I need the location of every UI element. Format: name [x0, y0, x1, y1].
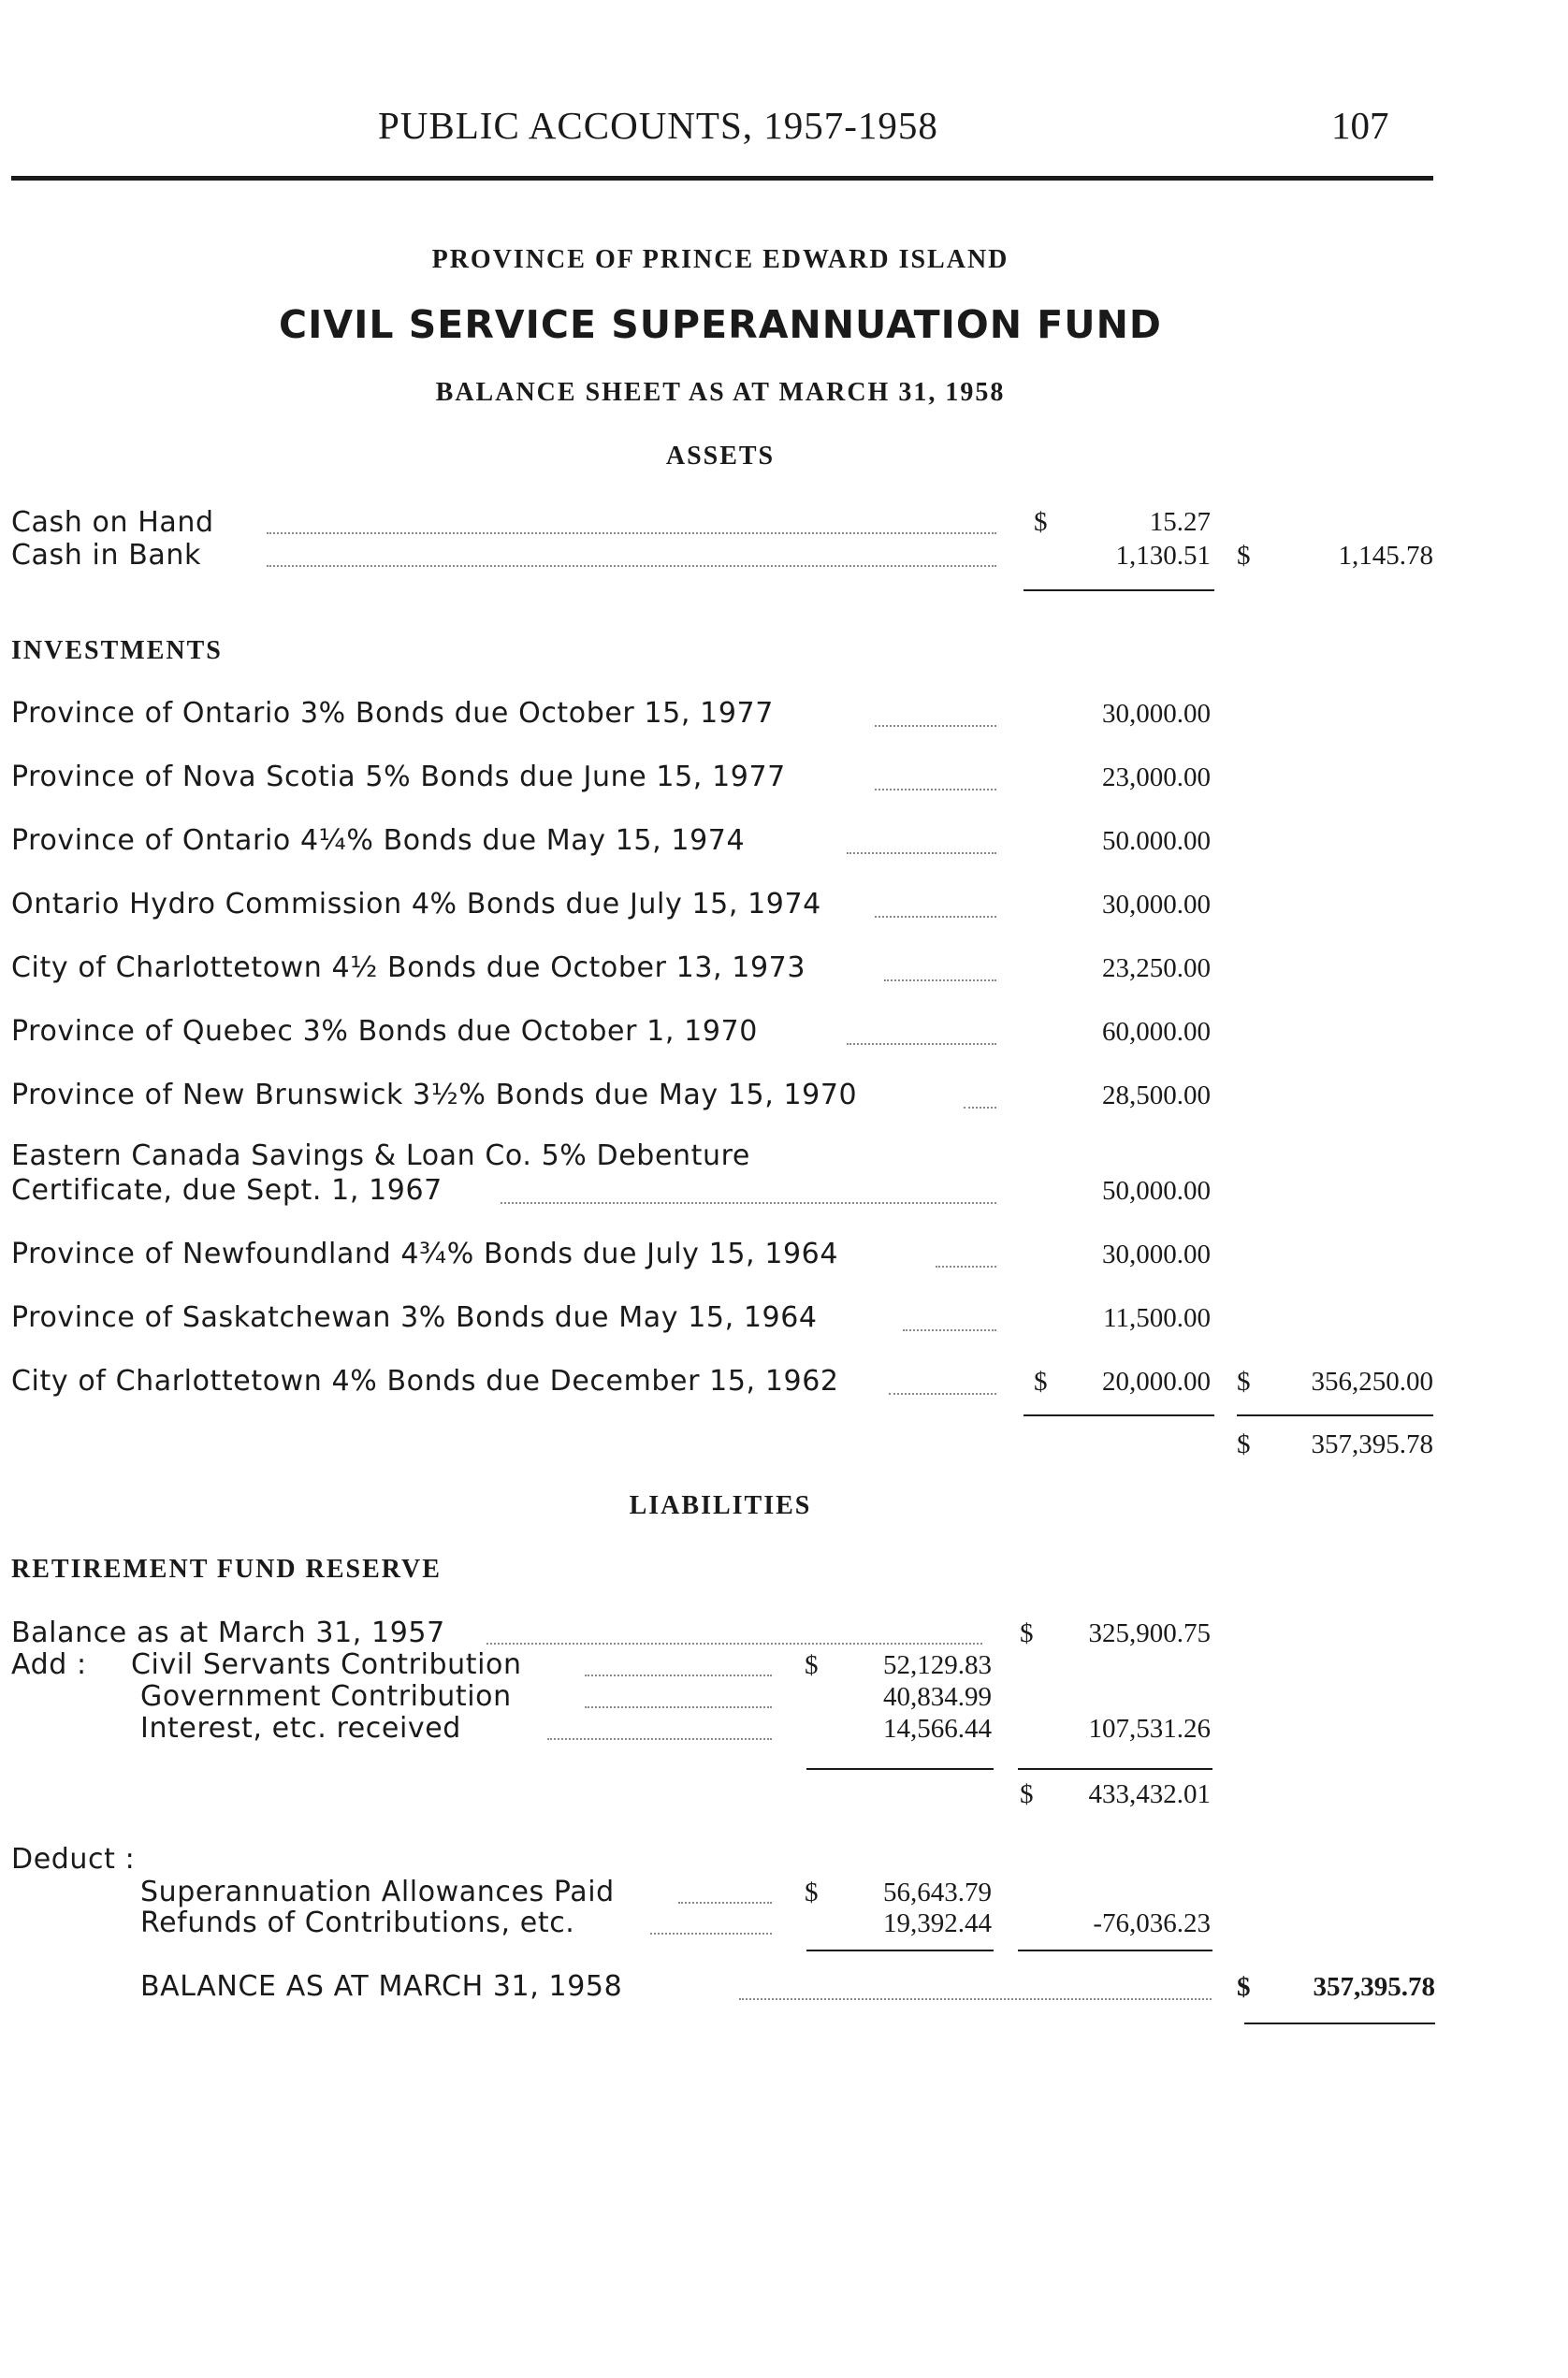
investment-item-dollar: $ — [1034, 1367, 1048, 1397]
balance-1957-dollar: $ — [1020, 1618, 1034, 1648]
investment-item-amount: 50,000.00 — [1102, 1176, 1211, 1206]
add-item-dollar: $ — [805, 1650, 819, 1680]
leader-dots — [875, 916, 996, 918]
investment-item-amount: 28,500.00 — [1102, 1080, 1211, 1110]
cash-on-hand-dollar: $ — [1034, 507, 1048, 537]
investment-item-label: Province of Saskatchewan 3% Bonds due May 15, 1964 — [11, 1301, 818, 1334]
investment-item-amount: 11,500.00 — [1103, 1303, 1211, 1333]
add-item-amount: 52,129.83 — [883, 1650, 992, 1680]
cash-in-bank-label: Cash in Bank — [11, 539, 201, 572]
deduct-item-dollar: $ — [805, 1878, 819, 1907]
investment-item-label: Province of Newfoundland 4¾% Bonds due July 15, 1964 — [11, 1238, 839, 1270]
investments-subtotal-rule — [1024, 1414, 1214, 1416]
leader-dots — [847, 1043, 996, 1045]
additions-subtotal-rule — [1018, 1768, 1212, 1770]
additions-column-rule — [806, 1768, 994, 1770]
leader-dots — [903, 1329, 996, 1331]
cash-in-bank-amount: 1,130.51 — [1115, 541, 1211, 571]
cash-on-hand-amount: 15.27 — [1149, 507, 1211, 537]
investment-item-label: City of Charlottetown 4% Bonds due December 15, 1962 — [11, 1365, 839, 1398]
add-item-label: Civil Servants Contribution — [131, 1648, 522, 1681]
investments-total-rule — [1237, 1414, 1433, 1416]
leader-dots — [486, 1643, 982, 1645]
balance-1957-amount: 325,900.75 — [1088, 1618, 1211, 1648]
add-item-label: Interest, etc. received — [140, 1712, 461, 1745]
additions-subtotal: 107,531.26 — [1088, 1714, 1211, 1744]
investment-item-label: Province of Quebec 3% Bonds due October 1, 1970 — [11, 1015, 758, 1048]
cash-total-dollar: $ — [1237, 541, 1251, 571]
final-balance-rule — [1244, 2023, 1435, 2024]
cash-subtotal-rule — [1024, 589, 1214, 591]
liabilities-heading: LIABILITIES — [629, 1491, 812, 1520]
balance-sheet-title: BALANCE SHEET AS AT MARCH 31, 1958 — [435, 378, 1006, 407]
running-header-title: PUBLIC ACCOUNTS, 1957-1958 — [378, 104, 938, 147]
add-item-label: Government Contribution — [140, 1680, 512, 1713]
investment-item-label: Province of Nova Scotia 5% Bonds due June 15, 1977 — [11, 761, 786, 793]
balance-1958-dollar: $ — [1237, 1972, 1251, 2002]
subtotal-dollar: $ — [1020, 1779, 1034, 1809]
subtotal-amount: 433,432.01 — [1088, 1779, 1211, 1809]
deductions-column-rule — [806, 1950, 994, 1951]
deduct-item-label: Refunds of Contributions, etc. — [140, 1907, 575, 1939]
investment-item-amount: 23,000.00 — [1102, 762, 1211, 792]
deduct-item-amount: 56,643.79 — [883, 1878, 992, 1907]
investment-item-label: Eastern Canada Savings & Loan Co. 5% Debenture — [11, 1139, 750, 1172]
add-item-amount: 14,566.44 — [883, 1714, 992, 1744]
province-title: PROVINCE OF PRINCE EDWARD ISLAND — [431, 245, 1009, 274]
balance-1958-amount: 357,395.78 — [1313, 1972, 1435, 2002]
header-rule — [11, 176, 1433, 181]
assets-grand-total: 357,395.78 — [1311, 1429, 1433, 1459]
balance-1958-label: BALANCE AS AT MARCH 31, 1958 — [140, 1970, 623, 2003]
leader-dots — [547, 1738, 772, 1740]
leader-dots — [889, 1393, 996, 1395]
leader-dots — [678, 1902, 772, 1904]
investment-item-amount: 30,000.00 — [1102, 890, 1211, 920]
cash-on-hand-label: Cash on Hand — [11, 506, 214, 539]
deduct-label: Deduct : — [11, 1843, 136, 1876]
add-label: Add : — [11, 1648, 87, 1681]
investment-item-label: Ontario Hydro Commission 4% Bonds due July 15, 1974 — [11, 888, 821, 921]
investment-item-amount: 23,250.00 — [1102, 953, 1211, 983]
investment-item-amount: 30,000.00 — [1102, 699, 1211, 729]
add-item-amount: 40,834.99 — [883, 1682, 992, 1712]
leader-dots — [501, 1202, 996, 1204]
leader-dots — [875, 725, 996, 727]
investments-total-dollar: $ — [1237, 1367, 1251, 1397]
retirement-fund-reserve-heading: RETIREMENT FUND RESERVE — [11, 1555, 442, 1584]
investment-item-label: City of Charlottetown 4½ Bonds due October 13, 1973 — [11, 951, 806, 984]
leader-dots — [267, 565, 996, 567]
deductions-subtotal-rule — [1018, 1950, 1212, 1951]
investment-item-amount: 20,000.00 — [1102, 1367, 1211, 1397]
leader-dots — [585, 1706, 772, 1708]
investment-item-label: Province of Ontario 3% Bonds due October 15, 1977 — [11, 697, 774, 730]
leader-dots — [739, 1998, 1212, 2000]
investments-total: 356,250.00 — [1311, 1367, 1433, 1397]
investment-item-label-continued: Certificate, due Sept. 1, 1967 — [11, 1174, 443, 1207]
deduct-item-label: Superannuation Allowances Paid — [140, 1876, 615, 1908]
leader-dots — [875, 789, 996, 790]
assets-heading: ASSETS — [665, 442, 776, 471]
leader-dots — [650, 1933, 772, 1935]
investment-item-label: Province of New Brunswick 3½% Bonds due May 15, 1970 — [11, 1079, 858, 1111]
leader-dots — [884, 979, 996, 981]
leader-dots — [847, 852, 996, 854]
investment-item-label: Province of Ontario 4¼% Bonds due May 15, 1974 — [11, 824, 746, 857]
leader-dots — [267, 532, 996, 534]
investments-heading: INVESTMENTS — [11, 636, 223, 665]
fund-title: CIVIL SERVICE SUPERANNUATION FUND — [279, 302, 1162, 347]
deductions-subtotal: -76,036.23 — [1093, 1908, 1211, 1938]
investment-item-amount: 60,000.00 — [1102, 1017, 1211, 1047]
investment-item-amount: 30,000.00 — [1102, 1240, 1211, 1269]
leader-dots — [964, 1107, 996, 1109]
leader-dots — [936, 1266, 996, 1268]
cash-total: 1,145.78 — [1338, 541, 1433, 571]
investment-item-amount: 50.000.00 — [1102, 826, 1211, 856]
page-number: 107 — [1331, 104, 1389, 147]
leader-dots — [585, 1675, 772, 1676]
assets-grand-total-dollar: $ — [1237, 1429, 1251, 1459]
balance-1957-label: Balance as at March 31, 1957 — [11, 1617, 445, 1649]
deduct-item-amount: 19,392.44 — [883, 1908, 992, 1938]
